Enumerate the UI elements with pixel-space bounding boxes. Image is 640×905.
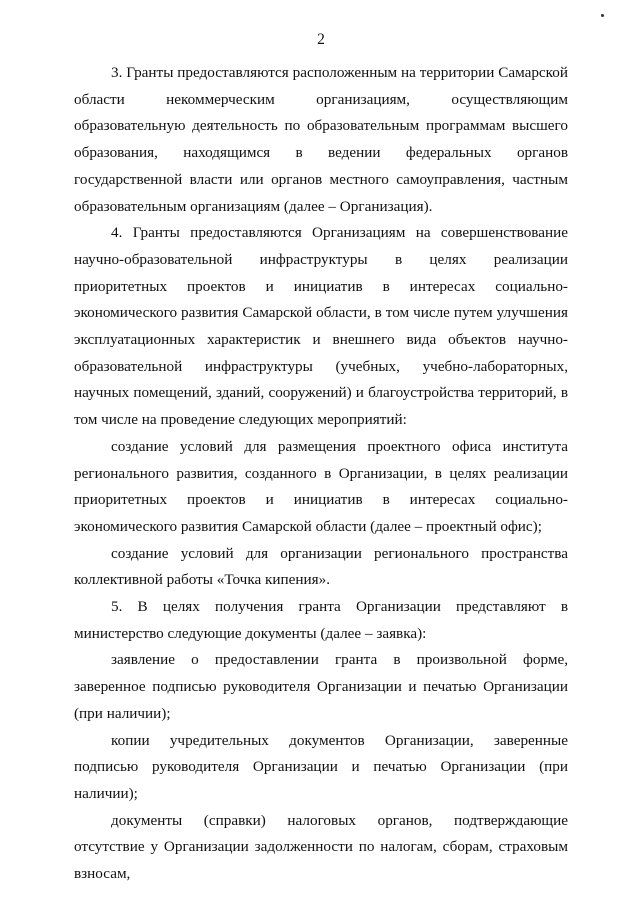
paragraph-5-item-application: заявление о предоставлении гранта в произвольной форме, заверенное подписью руководителя Организации и печатью Организации (при наличии);	[74, 651, 568, 722]
paragraph-5: 5. В целях получения гранта Организации представляют в министерство следующие документы (далее – заявка):	[74, 598, 568, 642]
paragraph-4-item-project-office: создание условий для размещения проектного офиса института регионального развития, созданного в Организации, в целях реализации приоритетных проектов и инициатив в интересах социально-экономического развития Самарской области (далее – проектный офис);	[74, 437, 568, 535]
paragraph-4: 4. Гранты предоставляются Организациям на совершенствование научно-образовательной инфраструктуры в целях реализации приоритетных проектов и инициатив в интересах социально-экономического развития Самарской области, в том числе путем улучшения эксплуатационных характеристик и внешнего вида объектов научно-образовательной инфраструктуры (учебных, учебно-лабораторных, научных помещений, зданий, сооружений) и благоустройства территорий, в том числе на проведение следующих мероприятий:	[74, 224, 568, 429]
paragraph-4-item-boiling-point: создание условий для организации регионального пространства коллективной работы «Точка кипения».	[74, 544, 568, 589]
paragraph-5-item-charter-copies: копии учредительных документов Организации, заверенные подписью руководителя Организации и печатью Организации (при наличии);	[74, 731, 568, 802]
paragraph-5-item-tax-certificates: документы (справки) налоговых органов, подтверждающие отсутствие у Организации задолженности по налогам, сборам, страховым взносам,	[74, 811, 568, 883]
scan-artifact	[601, 14, 604, 17]
page-number: 2	[317, 31, 325, 48]
paragraph-3: 3. Гранты предоставляются расположенным на территории Самарской области некоммерческим организациям, осуществляющим образовательную деятельность по образовательным программам высшего образования, находящимся в ведении федеральных органов государственной власти или органов местного самоуправления, частным образовательным организациям (далее – Организация).	[74, 64, 568, 215]
